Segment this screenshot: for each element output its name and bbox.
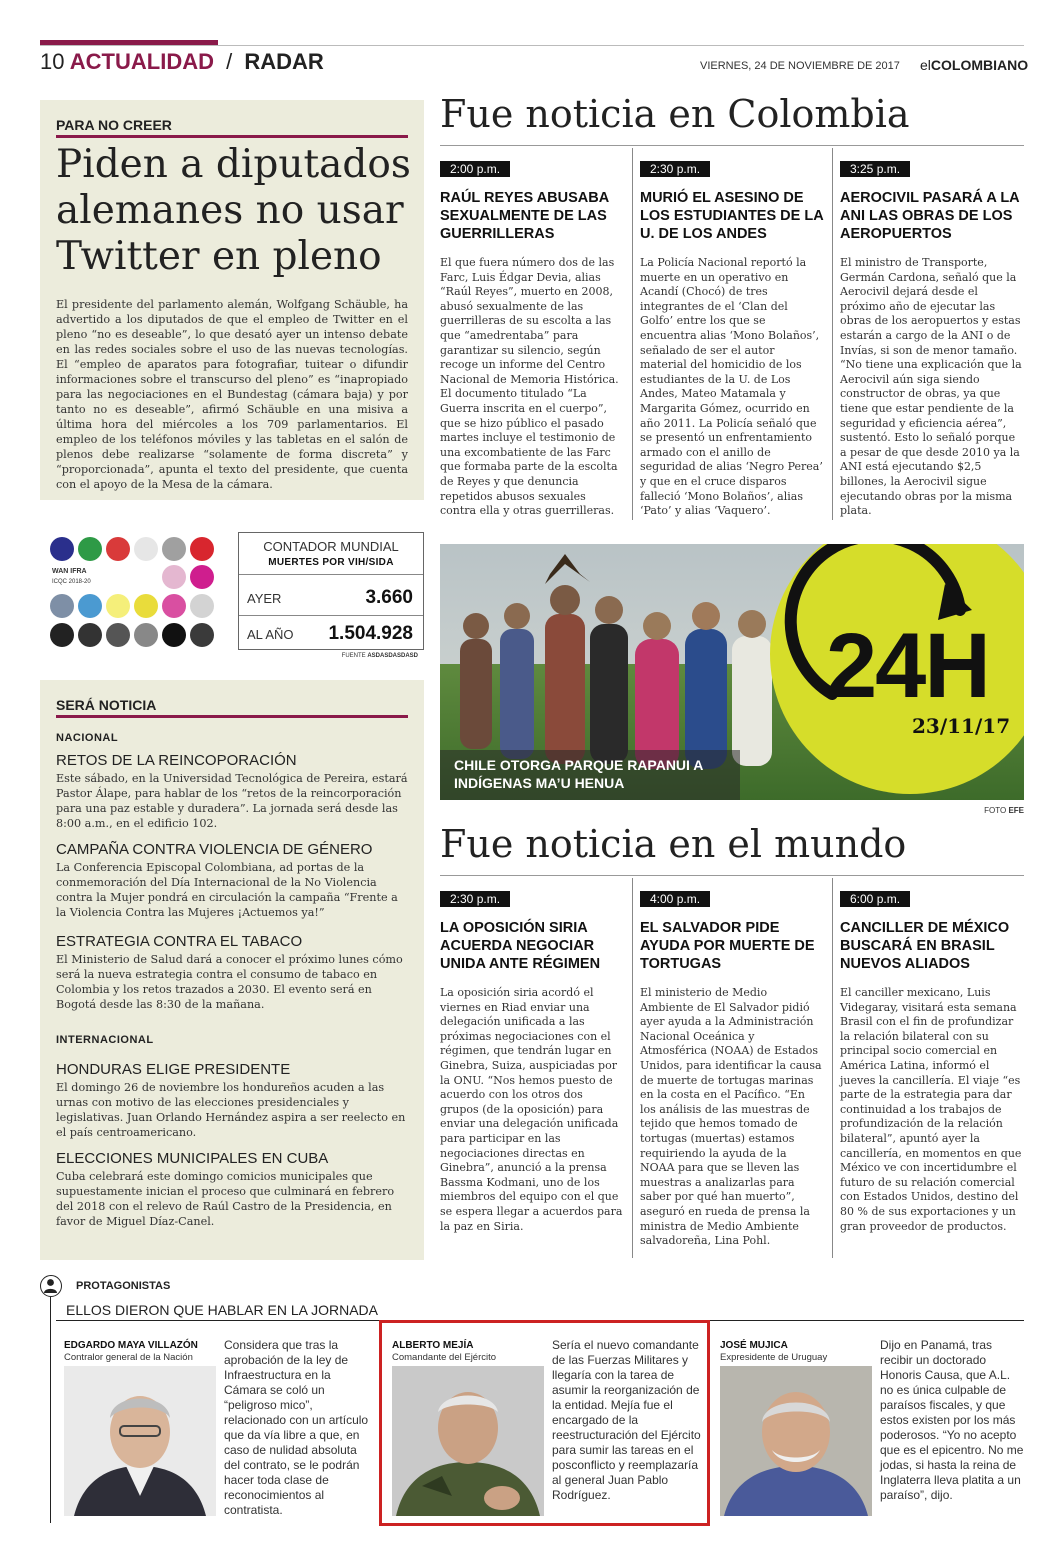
counter-box	[238, 532, 424, 650]
protagonist-photo	[392, 1366, 544, 1516]
protagonistas-subtitle: ELLOS DIERON QUE HABLAR EN LA JORNADA	[66, 1302, 378, 1318]
mundo-item-2	[640, 888, 824, 1249]
section-separator: /	[226, 49, 233, 74]
protagonist-name: ALBERTO MEJÍA	[392, 1340, 474, 1351]
mundo-item-3	[840, 888, 1024, 1234]
news-body: El ministerio de Medio Ambiente de El Salvador pidió ayer ayuda a la Administración Nacional Oceánica y Atmosférica (NOAA) de Estados Unidos, para identificar la causa de muerte de tortugas marinas en la costa en el Pacífico. “En los análisis de las muestras de tejido que hemos tomado de tortugas (muertas) estamos requiriendo la ayuda de la NOAA para que se lleven las muestras a analizarlas para saber por qué han muerto”, aseguró en rueda de prensa la ministra de Medio Ambiente salvadoreña, Lina Pohl.	[640, 986, 822, 1248]
colombia-rule	[440, 145, 1024, 146]
agenda-title: ESTRATEGIA CONTRA EL TABACO	[56, 933, 303, 950]
protagonist-name: JOSÉ MUJICA	[720, 1340, 788, 1351]
counter-value-ayer: 3.660	[365, 587, 413, 608]
edition-date: VIERNES, 24 DE NOVIEMBRE DE 2017	[700, 60, 900, 72]
news-headline: LA OPOSICIÓN SIRIA ACUERDA NEGOCIAR UNIDA ANTE RÉGIMEN	[440, 920, 601, 972]
sera-noticia-kicker: SERÁ NOTICIA	[56, 697, 157, 713]
column-separator	[632, 148, 633, 520]
news-headline: AEROCIVIL PASARÁ A LA ANI LAS OBRAS DE LOS AEROPUERTOS	[840, 190, 1020, 242]
protagonistas-vertical-rule	[50, 1297, 51, 1523]
counter-source	[238, 653, 418, 659]
para-no-creer-title: Piden a diputados alemanes no usar Twitter en pleno	[56, 142, 411, 279]
news-body: El ministro de Transporte, Germán Cardona, señaló que la Aerocivil dejará desde el próximo año de ejecutar las obras de los aeropuertos y estas estarán a cargo de la ANI o de Invías, si son de menor tamaño. “No tiene una explicación que la Aerocivil aún siga siendo constructor de obras, ya que tiene que estar pendiente de la seguridad y eficiencia aérea”, sustentó. Esto lo señaló porque a pesar de que desde 2010 ya la ANI está ejecutando $2,5 billones, la Aerocivil sigue ejecutando obras por la misma plata.	[840, 256, 1022, 518]
protagonistas-kicker: PROTAGONISTAS	[76, 1280, 171, 1292]
news-photo	[440, 544, 1024, 800]
column-separator	[632, 878, 633, 1258]
agenda-body: Cuba celebrará este domingo comicios municipales que supuestamente inician el proceso que culminará en febrero del 2018 con el relevo de Raúl Castro de la Presidencia, en favor de Miguel Díaz-Canel.	[56, 1170, 395, 1228]
target-code: ICQC 2018-20	[52, 579, 91, 585]
24h-badge-date: 23/11/17	[912, 714, 1011, 738]
kicker-rule	[56, 715, 408, 718]
photo-credit-value: EFE	[1008, 806, 1024, 815]
newspaper-brand	[920, 57, 1028, 73]
agenda-body: La Conferencia Episcopal Colombiana, ad portas de la conmemoración del Día Internacional de la No Violencia contra la Mujer pondrá en circulación la campaña “Frente a la Violencia Contra las Mujeres ¡Actuemos ya!”	[56, 861, 398, 919]
para-no-creer-kicker: PARA NO CREER	[56, 117, 172, 133]
counter-label-ano: AL AÑO	[247, 627, 294, 642]
section-name: ACTUALIDAD	[69, 49, 214, 74]
nacional-label: NACIONAL	[56, 732, 119, 744]
agenda-body: Este sábado, en la Universidad Tecnológica de Pereira, estará Pastor Álape, para hablar de los “retos de la reincorporación para una paz estable y duradera”. La jornada será desde las 8:00 a.m., en el edificio 102.	[56, 772, 408, 830]
counter-subtitle: MUERTES POR VIH/SIDA	[268, 557, 394, 568]
counter-source-label: FUENTE	[341, 653, 366, 659]
photo-caption: CHILE OTORGA PARQUE RAPANUI A INDÍGENAS MA’U HENUA	[454, 757, 703, 791]
colombia-item-2	[640, 158, 824, 519]
protagonist-photo	[64, 1366, 216, 1516]
news-body: El canciller mexicano, Luis Videgaray, visitará esta semana Brasil con el fin de profundizar la relación bilateral con su principal socio comercial en América Latina, informó el jueves la cancillería. El viaje “es parte de la estrategia para dar continuidad a los trabajos de profundización de la relación bilateral”, apuntó ayer la cancillería, en momentos en que México ve con incertidumbre el futuro de su relación comercial con Estados Unidos, destino del 80 % de sus exportaciones y un gran proveedor de productos.	[840, 986, 1022, 1233]
subsection-name: RADAR	[244, 49, 324, 74]
counter-title: CONTADOR MUNDIAL	[263, 539, 399, 554]
para-no-creer-body: El presidente del parlamento alemán, Wolfgang Schäuble, ha advertido a los diputados de que el empleo de Twitter en el pleno “no es deseable”, lo que desató ayer un intenso debate en las redes sociales sobre el uso de las nuevas tecnologías. El “empleo de aparatos para fotografiar, tuitear o difundir informaciones sobre el transcurso del pleno” es “inapropiado para las negociaciones en el Bundestag (cámara baja) y por tanto no es deseable”, afirmó Schäuble en una misiva a última hora del miércoles a los 709 parlamentarios. El empleo de los teléfonos móviles y las tabletas en el salón de plenos debe realizarse “solamente de forma discreta” y “proporcionada”, apunta el texto del presidente, que cuenta con el apoyo de la Mesa de la cámara.	[56, 298, 408, 491]
news-body: La Policía Nacional reportó la muerte en un operativo en Acandí (Chocó) de tres integrantes de el ‘Clan del Golfo’ entre los que se encuentra alias ‘Mono Bolaños’, señalado de ser el autor material del homicidio de los estudiantes de la U. de Los Andes, Mateo Matamala y Margarita Gómez, ocurrido en año 2011. La Policía señaló que se presentó un enfrentamiento armado con el anillo de seguridad de alias ‘Negro Perea’ y que en el cruce disparos falleció ‘Mono Bolaños’, alias ‘Pato’ y alias ‘Vaquero’.	[640, 256, 823, 518]
colombia-section-title: Fue noticia en Colombia	[440, 92, 910, 136]
news-body: La oposición siria acordó el viernes en Riad enviar una delegación unificada a las próximas negociaciones con el régimen, que tendrán lugar en Ginebra, Suiza, auspiciadas por la ONU. “Nos hemos puesto de acuerdo con los otros dos grupos (de la oposición) para enviar una delegación unificada para participar en las negociaciones directas en Ginebra”, anunció a la prensa Bassma Kodmani, uno de los miembros del equipo con el que se espera llegar a acuerdos para la paz en Siria.	[440, 986, 623, 1233]
protagonist-role: Contralor general de la Nación	[64, 1352, 193, 1363]
target-brand: WAN IFRA	[52, 568, 87, 575]
counter-value-ano: 1.504.928	[328, 623, 413, 644]
agenda-title: RETOS DE LA REINCOPORACIÓN	[56, 752, 297, 769]
news-headline: CANCILLER DE MÉXICO BUSCARÁ EN BRASIL NUEVOS ALIADOS	[840, 920, 1010, 972]
time-tag: 2:00 p.m.	[440, 161, 510, 177]
mundo-rule	[440, 875, 1024, 876]
page-number: 10	[40, 49, 65, 74]
time-tag: 3:25 p.m.	[840, 161, 910, 177]
24h-badge-text: 24H	[826, 615, 989, 717]
time-tag: 6:00 p.m.	[840, 891, 910, 907]
agenda-body: El domingo 26 de noviembre los hondureños acuden a las urnas con motivo de las elecciones presidenciales y legislativas. Juan Orlando Hernández aspira a ser reelecto en el país centroamericano.	[56, 1081, 406, 1139]
sera-noticia-box	[40, 680, 424, 1260]
color-target	[46, 532, 222, 656]
brand-prefix: el	[920, 57, 931, 73]
kicker-rule	[56, 135, 408, 138]
column-separator	[832, 878, 833, 1258]
protagonist-role: Expresidente de Uruguay	[720, 1352, 828, 1363]
counter-label-ayer: AYER	[247, 591, 282, 606]
news-headline: EL SALVADOR PIDE AYUDA POR MUERTE DE TORTUGAS	[640, 920, 815, 972]
news-headline: MURIÓ EL ASESINO DE LOS ESTUDIANTES DE LA U. DE LOS ANDES	[640, 190, 824, 242]
protagonist-role: Comandante del Ejército	[392, 1352, 497, 1363]
agenda-title: CAMPAÑA CONTRA VIOLENCIA DE GÉNERO	[56, 841, 373, 858]
mundo-item-1	[440, 888, 624, 1234]
photo-credit-label: FOTO	[984, 806, 1007, 815]
protagonist-photo	[720, 1366, 872, 1516]
protagonist-text: Dijo en Panamá, tras recibir un doctorado Honoris Causa, que A.L. no es única culpable de paraísos fiscales, y que estos existen por los más poderosos. “Yo no acepto que es el epicentro. No me jodas, si hasta la reina de Inglaterra lleva platita a un paraíso”, dijo.	[880, 1338, 1024, 1502]
para-no-creer-box	[40, 100, 424, 500]
protagonist-name: EDGARDO MAYA VILLAZÓN	[64, 1340, 198, 1351]
header-rule	[40, 45, 1024, 46]
news-body: El que fuera número dos de las Farc, Luis Édgar Devia, alias “Raúl Reyes”, muerto en 2008, abusó sexualmente de las guerrilleras de su escolta a las que “amedrentaba” para garantizar su silencio, según recoge un informe del Centro Nacional de Memoria Histórica. El documento titulado “La Guerra inscrita en el cuerpo”, que se hizo público el pasado martes incluye el testimonio de una excombatiente de las Farc que formaba parte de la escolta de Reyes y que denuncia repetidos abusos sexuales contra ella y otras guerrilleras.	[440, 256, 619, 518]
mundo-section-title: Fue noticia en el mundo	[440, 822, 907, 866]
news-headline: RAÚL REYES ABUSABA SEXUALMENTE DE LAS GUERRILLERAS	[440, 190, 609, 242]
colombia-item-3	[840, 158, 1024, 519]
person-icon	[40, 1275, 62, 1297]
brand-name: COLOMBIANO	[930, 57, 1029, 73]
time-tag: 2:30 p.m.	[440, 891, 510, 907]
agenda-title: ELECCIONES MUNICIPALES EN CUBA	[56, 1150, 329, 1167]
internacional-label: INTERNACIONAL	[56, 1034, 154, 1046]
colombia-item-1	[440, 158, 624, 519]
section-header	[40, 49, 324, 75]
time-tag: 2:30 p.m.	[640, 161, 710, 177]
photo-credit	[940, 806, 1024, 815]
protagonist-text: Considera que tras la aprobación de la ley de Infraestructura en la Cámara se coló un “peligroso mico”, relacionado con un artículo que da vía libre a que, en caso de nulidad absoluta del contrato, se le podrán hacer toda clase de reconocimientos al contratista.	[224, 1338, 369, 1517]
time-tag: 4:00 p.m.	[640, 891, 710, 907]
agenda-body: El Ministerio de Salud dará a conocer el próximo lunes cómo será la nueva estrategia contra el consumo de tabaco en Colombia y los retos trazados a 2030. El evento será en Bogotá desde las 8:30 de la mañana.	[56, 953, 403, 1011]
column-separator	[832, 148, 833, 520]
counter-source-value: ASDASDASDASD	[367, 653, 418, 659]
protagonist-text: Sería el nuevo comandante de las Fuerzas Militares y llegaría con la tarea de asumir la reorganización de la entidad. Mejía fue el encargado de la reestructuración del Ejército para sumir las tareas en el posconflicto y reemplazaría al general Juan Pablo Rodríguez.	[552, 1338, 701, 1502]
agenda-title: HONDURAS ELIGE PRESIDENTE	[56, 1061, 291, 1078]
